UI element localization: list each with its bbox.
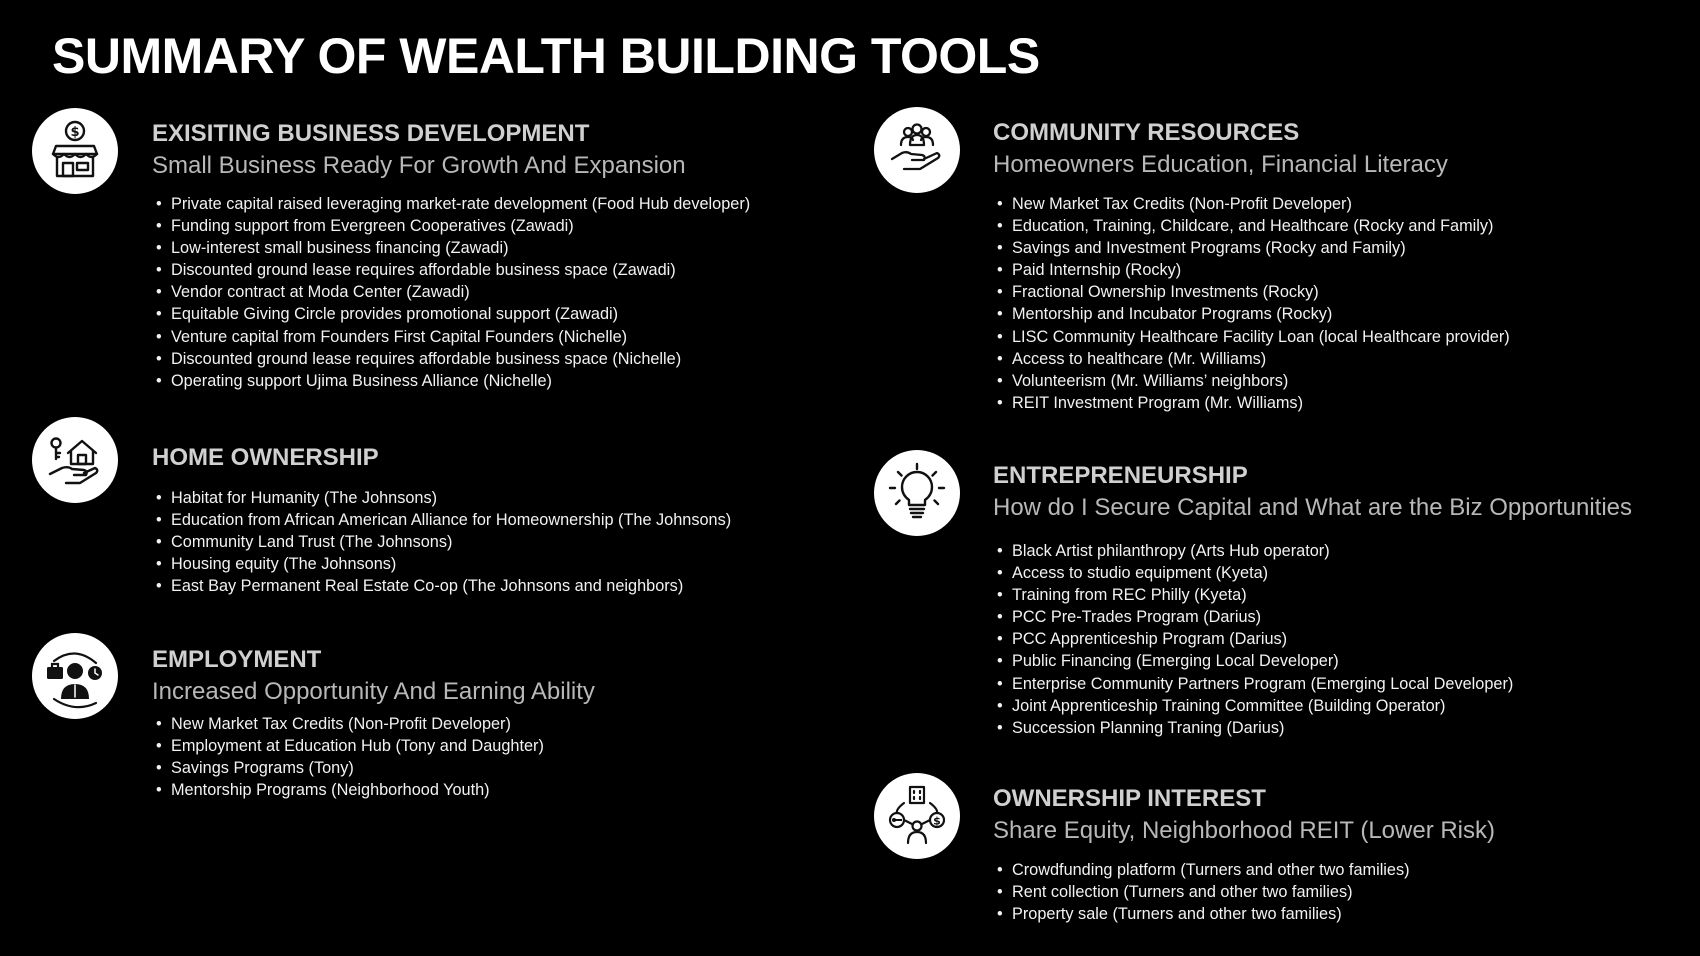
- list-item: • Education from African American Alliance for Homeownership (The Johnsons): [152, 509, 731, 531]
- list-item: • Access to healthcare (Mr. Williams): [993, 348, 1510, 370]
- list-item: • Employment at Education Hub (Tony and Daughter): [152, 735, 595, 757]
- list-item: • PCC Pre-Trades Program (Darius): [993, 606, 1632, 628]
- item-list: [152, 193, 750, 392]
- section-heading: ENTREPRENEURSHIP: [993, 462, 1248, 489]
- item-list: [993, 540, 1632, 739]
- section-subheading: Small Business Ready For Growth And Expansion: [152, 152, 686, 179]
- list-item: • Crowdfunding platform (Turners and other two families): [993, 859, 1495, 881]
- list-item: • Rent collection (Turners and other two families): [993, 881, 1495, 903]
- ownership-network-icon: [874, 773, 960, 859]
- list-item: • Mentorship and Incubator Programs (Rocky): [993, 303, 1510, 325]
- item-list: [152, 487, 731, 597]
- list-item: • PCC Apprenticeship Program (Darius): [993, 628, 1632, 650]
- item-list: [993, 859, 1495, 925]
- worker-briefcase-clock-icon: [32, 633, 118, 719]
- list-item: • Housing equity (The Johnsons): [152, 553, 731, 575]
- section-subheading: Share Equity, Neighborhood REIT (Lower Risk): [993, 817, 1496, 844]
- section-heading: COMMUNITY RESOURCES: [993, 119, 1300, 146]
- lightbulb-icon: [874, 450, 960, 536]
- list-item: • Discounted ground lease requires affordable business space (Zawadi): [152, 259, 750, 281]
- list-item: • REIT Investment Program (Mr. Williams): [993, 392, 1510, 414]
- section-heading: EXISITING BUSINESS DEVELOPMENT: [152, 120, 590, 147]
- list-item: • Vendor contract at Moda Center (Zawadi): [152, 281, 750, 303]
- section-heading: EMPLOYMENT: [152, 646, 322, 673]
- section-heading: HOME OWNERSHIP: [152, 444, 379, 471]
- list-item: • LISC Community Healthcare Facility Loan (local Healthcare provider): [993, 326, 1510, 348]
- people-in-hand-icon: [874, 107, 960, 193]
- section-subheading: How do I Secure Capital and What are the Biz Opportunities: [993, 494, 1632, 521]
- list-item: • Training from REC Philly (Kyeta): [993, 584, 1632, 606]
- list-item: • Discounted ground lease requires affordable business space (Nichelle): [152, 348, 750, 370]
- svg-text:$: $: [70, 125, 80, 140]
- list-item: • Enterprise Community Partners Program (Emerging Local Developer): [993, 673, 1632, 695]
- page-title: SUMMARY OF WEALTH BUILDING TOOLS: [52, 28, 1040, 84]
- section-heading: OWNERSHIP INTEREST: [993, 785, 1266, 812]
- list-item: • East Bay Permanent Real Estate Co-op (The Johnsons and neighbors): [152, 575, 731, 597]
- list-item: • Venture capital from Founders First Capital Founders (Nichelle): [152, 326, 750, 348]
- list-item: • Access to studio equipment (Kyeta): [993, 562, 1632, 584]
- list-item: • Funding support from Evergreen Cooperatives (Zawadi): [152, 215, 750, 237]
- list-item: • Private capital raised leveraging market-rate development (Food Hub developer): [152, 193, 750, 215]
- list-item: • Mentorship Programs (Neighborhood Youth): [152, 779, 595, 801]
- list-item: • Fractional Ownership Investments (Rocky): [993, 281, 1510, 303]
- item-list: [152, 713, 595, 801]
- list-item: • Volunteerism (Mr. Williams’ neighbors): [993, 370, 1510, 392]
- list-item: • New Market Tax Credits (Non-Profit Developer): [152, 713, 595, 735]
- list-item: • Habitat for Humanity (The Johnsons): [152, 487, 731, 509]
- list-item: • Education, Training, Childcare, and Healthcare (Rocky and Family): [993, 215, 1510, 237]
- list-item: • Joint Apprenticeship Training Committee (Building Operator): [993, 695, 1632, 717]
- list-item: • Property sale (Turners and other two families): [993, 903, 1495, 925]
- house-in-hand-icon: [32, 417, 118, 503]
- list-item: • Paid Internship (Rocky): [993, 259, 1510, 281]
- list-item: • New Market Tax Credits (Non-Profit Developer): [993, 193, 1510, 215]
- svg-text:$: $: [933, 814, 941, 828]
- list-item: • Black Artist philanthropy (Arts Hub operator): [993, 540, 1632, 562]
- list-item: • Equitable Giving Circle provides promotional support (Zawadi): [152, 303, 750, 325]
- list-item: • Community Land Trust (The Johnsons): [152, 531, 731, 553]
- section-subheading: Homeowners Education, Financial Literacy: [993, 151, 1448, 178]
- list-item: • Public Financing (Emerging Local Developer): [993, 650, 1632, 672]
- item-list: [993, 193, 1510, 414]
- list-item: • Savings Programs (Tony): [152, 757, 595, 779]
- section-subheading: Increased Opportunity And Earning Ability: [152, 678, 595, 705]
- list-item: • Low-interest small business financing (Zawadi): [152, 237, 750, 259]
- list-item: • Savings and Investment Programs (Rocky and Family): [993, 237, 1510, 259]
- list-item: • Operating support Ujima Business Alliance (Nichelle): [152, 370, 750, 392]
- storefront-dollar-icon: [32, 108, 118, 194]
- list-item: • Succession Planning Traning (Darius): [993, 717, 1632, 739]
